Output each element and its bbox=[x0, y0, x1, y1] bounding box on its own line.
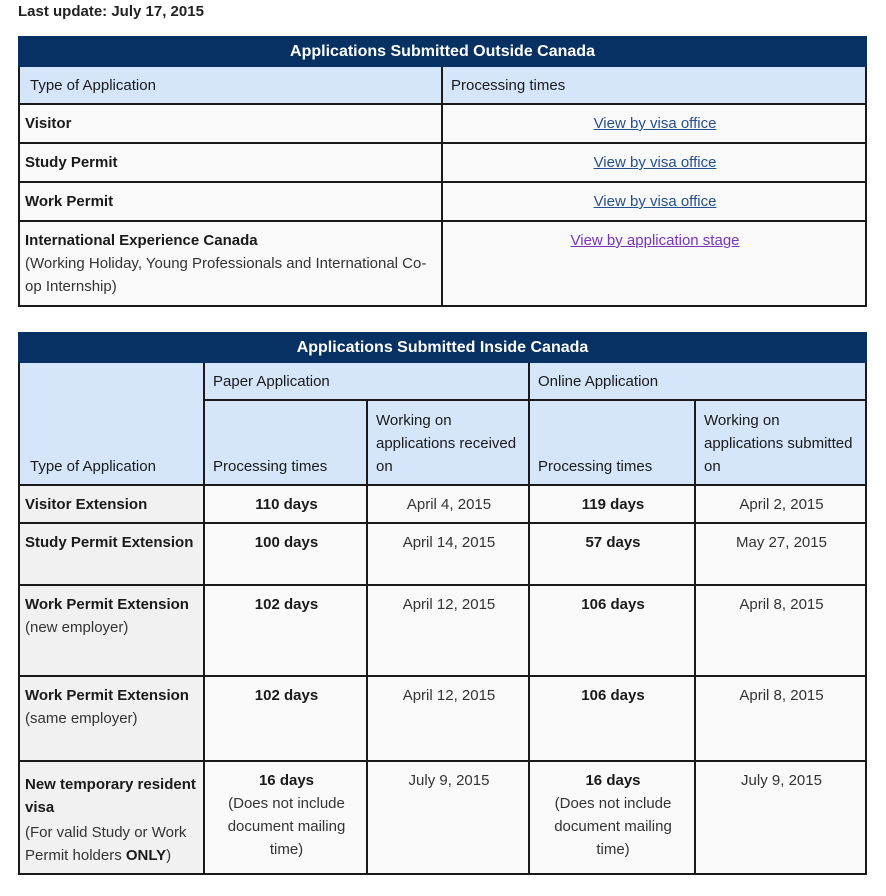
table-row bbox=[19, 485, 866, 523]
view-by-visa-office-link[interactable]: View by visa office bbox=[593, 154, 717, 171]
header-paper-processing-times: Processing times bbox=[204, 400, 367, 485]
inside-canada-caption: Applications Submitted Inside Canada bbox=[19, 333, 866, 362]
online-date: April 2, 2015 bbox=[739, 496, 824, 513]
paper-time: 100 days bbox=[254, 534, 319, 551]
table-row bbox=[19, 104, 866, 143]
table-row bbox=[19, 182, 866, 221]
row-type: Study Permit Extension bbox=[25, 534, 194, 551]
row-note: (new employer) bbox=[25, 619, 129, 636]
table-row bbox=[19, 221, 866, 306]
online-date: April 8, 2015 bbox=[739, 596, 824, 613]
view-by-visa-office-link[interactable]: View by visa office bbox=[593, 193, 717, 210]
view-by-application-stage-link[interactable]: View by application stage bbox=[570, 232, 740, 249]
header-type-of-application: Type of Application bbox=[19, 362, 204, 485]
outside-canada-table bbox=[18, 36, 867, 307]
view-by-visa-office-link[interactable]: View by visa office bbox=[593, 115, 717, 132]
row-type: Visitor bbox=[25, 115, 72, 132]
header-paper-working-on: Working on applications received on bbox=[367, 400, 529, 485]
paper-date: April 14, 2015 bbox=[402, 534, 496, 551]
online-time: 106 days bbox=[581, 687, 645, 704]
paper-date: April 4, 2015 bbox=[406, 496, 492, 513]
header-type-of-application: Type of Application bbox=[19, 66, 442, 104]
paper-date: April 12, 2015 bbox=[402, 596, 496, 613]
paper-date: July 9, 2015 bbox=[408, 772, 490, 789]
header-paper-application: Paper Application bbox=[204, 362, 529, 400]
table-row bbox=[19, 143, 866, 182]
header-online-processing-times: Processing times bbox=[529, 400, 695, 485]
table-row bbox=[19, 761, 866, 874]
paper-date: April 12, 2015 bbox=[402, 687, 496, 704]
online-time: 106 days bbox=[581, 596, 645, 613]
last-update: Last update: July 17, 2015 bbox=[18, 3, 204, 20]
row-type: Work Permit bbox=[25, 193, 114, 210]
table-row bbox=[19, 523, 866, 585]
table-row bbox=[19, 676, 866, 761]
row-type: Work Permit Extension bbox=[25, 596, 189, 613]
inside-canada-table bbox=[18, 332, 867, 875]
row-note: (For valid Study or Work Permit holders ONLY) bbox=[25, 824, 187, 864]
paper-time: 110 days bbox=[255, 496, 318, 513]
table-row bbox=[19, 585, 866, 676]
online-date: July 9, 2015 bbox=[741, 772, 822, 789]
row-type: Visitor Extension bbox=[25, 496, 148, 513]
header-online-working-on: Working on applications submitted on bbox=[695, 400, 866, 485]
online-note: (Does not include document mailing time) bbox=[554, 795, 672, 858]
row-type: New temporary resident visa bbox=[25, 776, 196, 816]
online-time: 57 days bbox=[585, 534, 641, 551]
paper-time: 102 days bbox=[254, 596, 319, 613]
header-online-application: Online Application bbox=[529, 362, 866, 400]
paper-time: 102 days bbox=[254, 687, 319, 704]
online-date: April 8, 2015 bbox=[739, 687, 824, 704]
paper-time: 16 days bbox=[258, 772, 315, 789]
row-note: (Working Holiday, Young Professionals and International Co-op Internship) bbox=[25, 255, 427, 295]
header-processing-times: Processing times bbox=[442, 66, 866, 104]
paper-note: (Does not include document mailing time) bbox=[227, 795, 346, 858]
row-type: Study Permit bbox=[25, 154, 118, 171]
online-time: 16 days bbox=[585, 772, 641, 789]
online-time: 119 days bbox=[581, 496, 645, 513]
online-date: May 27, 2015 bbox=[736, 534, 827, 551]
row-note: (same employer) bbox=[25, 710, 138, 727]
row-type: International Experience Canada bbox=[25, 232, 258, 249]
outside-canada-caption: Applications Submitted Outside Canada bbox=[19, 37, 866, 66]
row-type: Work Permit Extension bbox=[25, 687, 189, 704]
